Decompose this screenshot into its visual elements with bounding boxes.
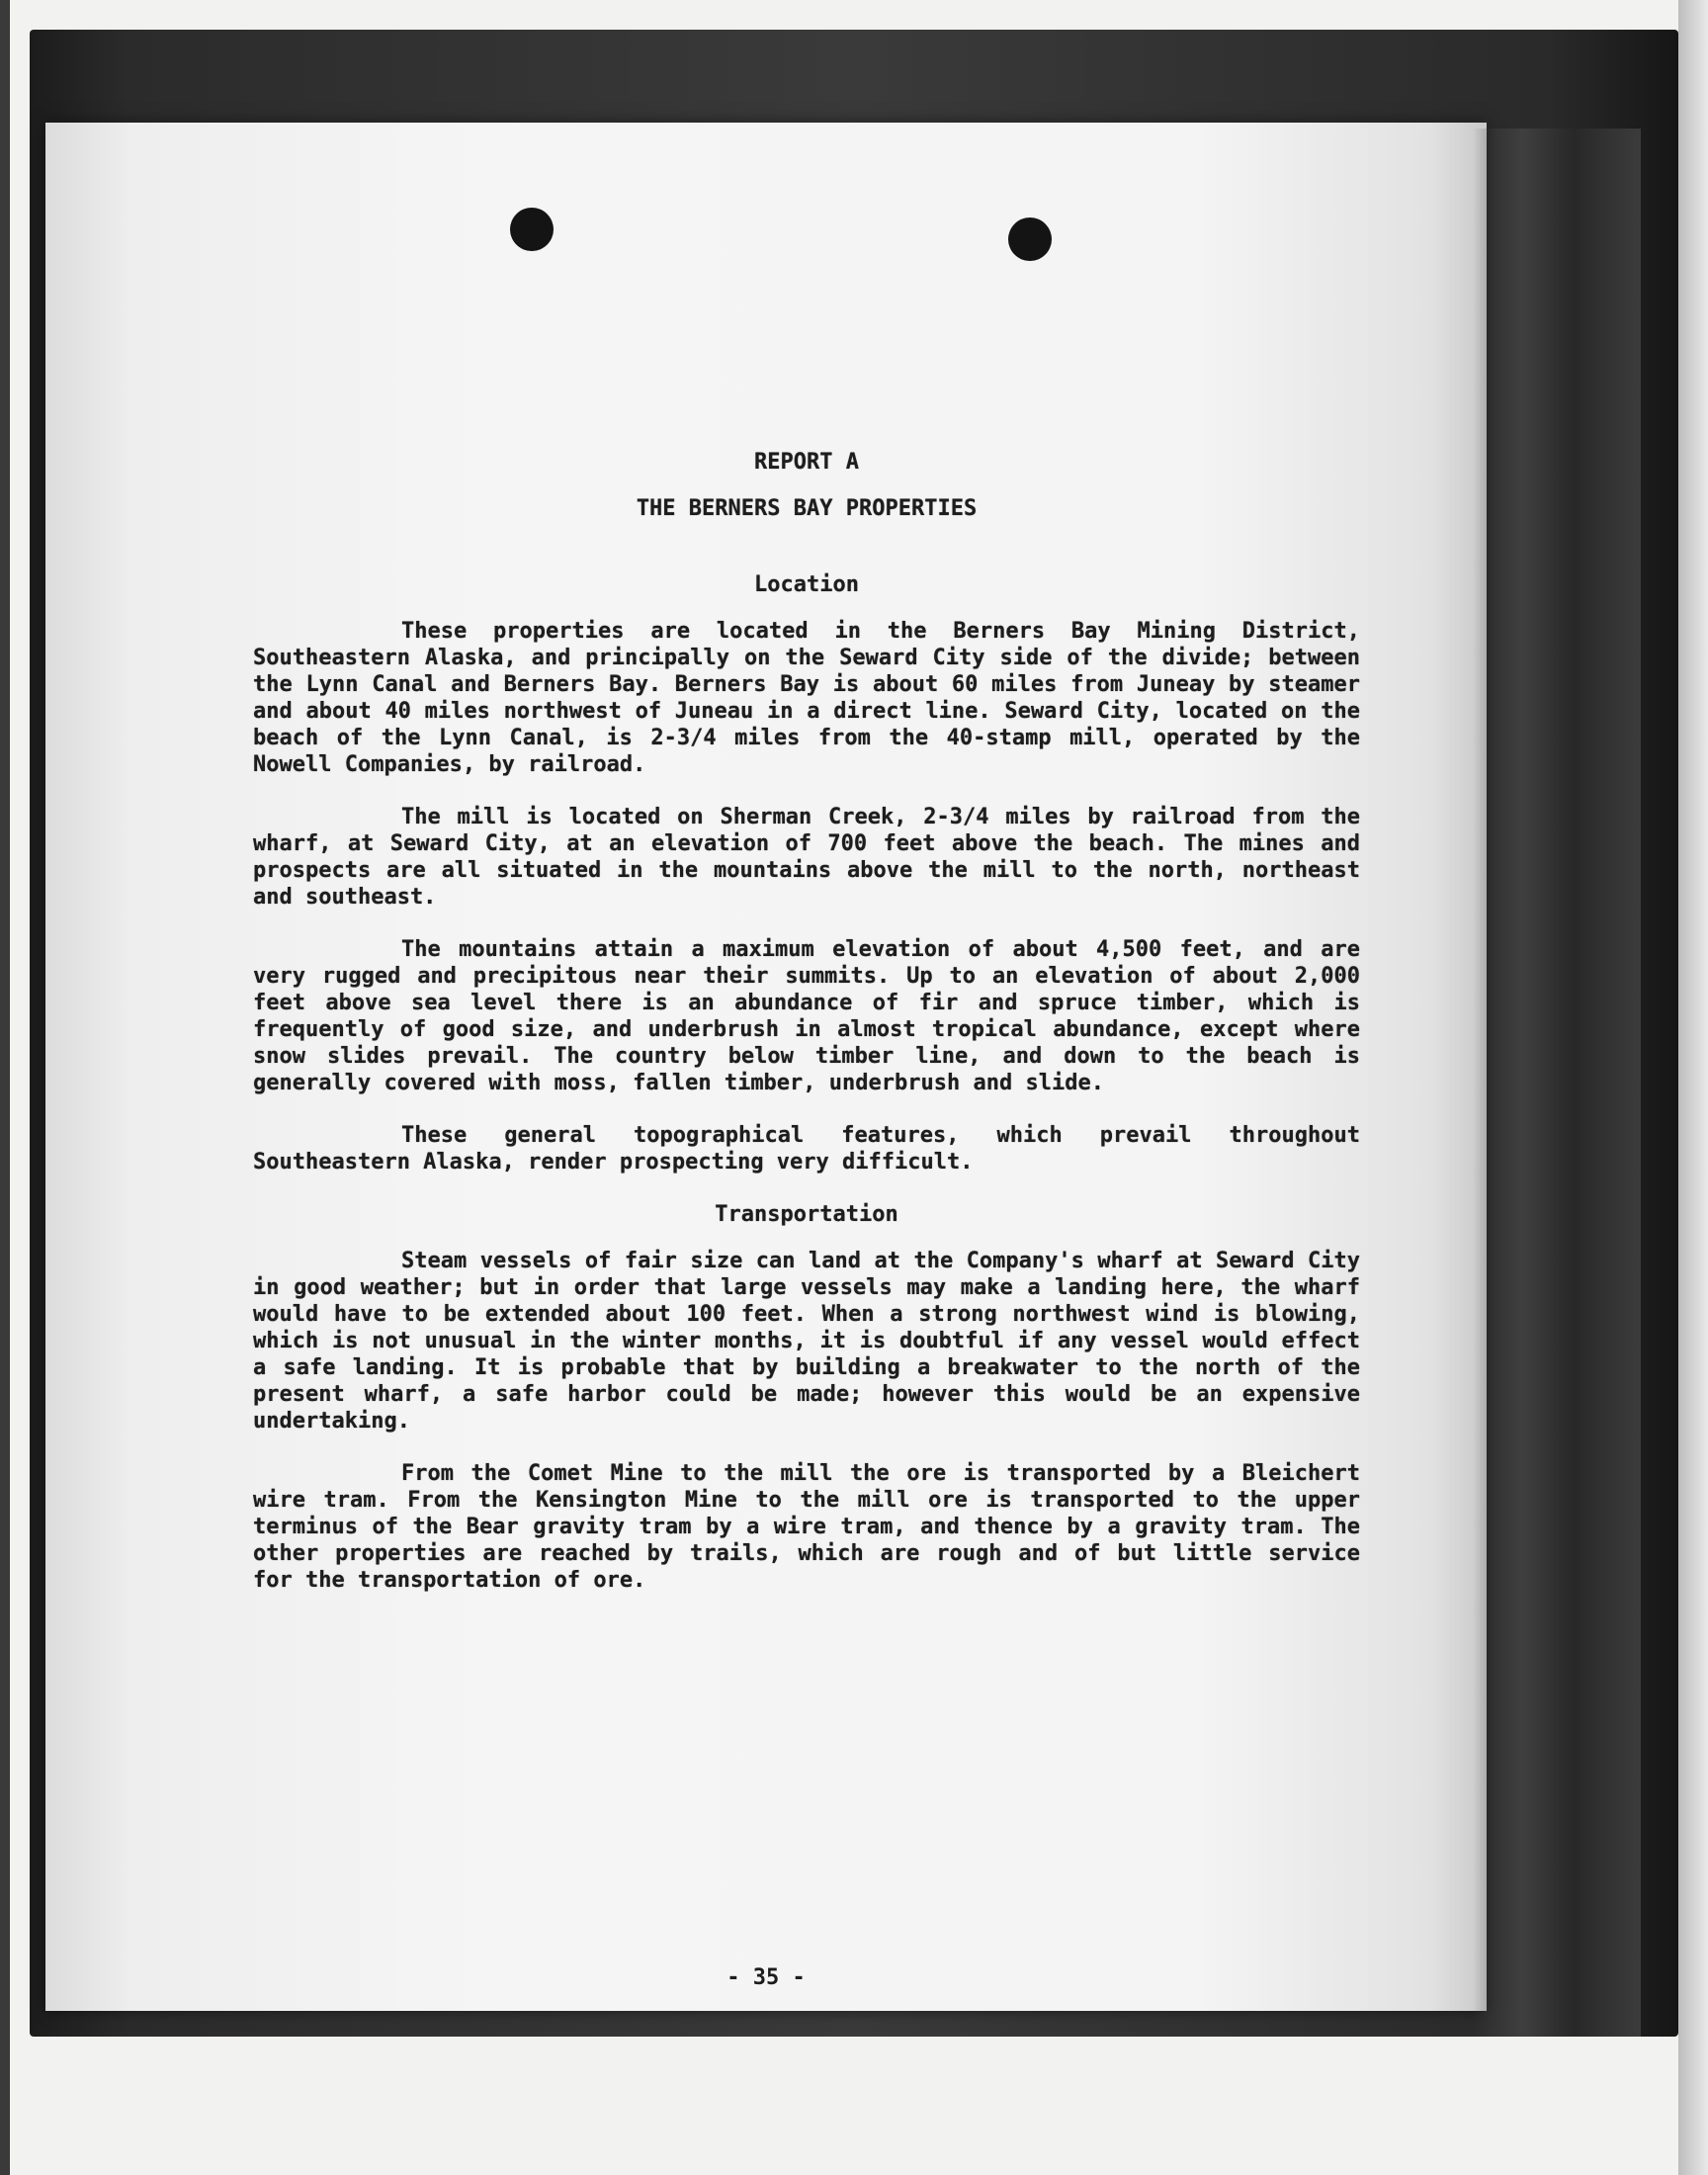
section-heading-location: Location <box>754 572 859 597</box>
location-paragraph-3: The mountains attain a maximum elevation of about 4,500 feet, and are very rugged and precipitous near their summits. Up to an elevation of about 2,000 feet above sea level there is an abundance of fir and spruce timber, which is frequently of good size, and underbrush in almost tropical abundance, except where snow slides prevail. The country below timber line, and down to the beach is generally covered with moss, fallen timber, underbrush and slide. <box>253 937 1360 1095</box>
film-edge-right <box>1678 0 1708 2175</box>
film-edge-left <box>0 0 10 2175</box>
document-page <box>45 123 1487 2011</box>
document-body <box>253 449 1360 1619</box>
report-title: THE BERNERS BAY PROPERTIES <box>636 496 978 521</box>
film-shadow-right <box>1473 129 1641 2037</box>
page-number: - 35 - <box>726 1965 806 1990</box>
punch-hole-right <box>1008 218 1052 261</box>
report-label: REPORT A <box>754 450 859 475</box>
location-paragraph-4: These general topographical features, which prevail throughout Southeastern Alaska, render prospecting very difficult. <box>253 1123 1360 1174</box>
punch-hole-left <box>510 208 554 251</box>
location-paragraph-2: The mill is located on Sherman Creek, 2-3/4 miles by railroad from the wharf, at Seward City, at an elevation of 700 feet above the beach. The mines and prospects are all situated in the mountains above the mill to the north, northeast and southeast. <box>253 805 1360 910</box>
transportation-paragraph-2: From the Comet Mine to the mill the ore is transported by a Bleichert wire tram. From the Kensington Mine to the mill ore is transported to the upper terminus of the Bear gravity tram by a wire tram, and thence by a gravity tram. The other properties are reached by trails, which are rough and of but little service for the transportation of ore. <box>253 1461 1360 1593</box>
location-paragraph-1: These properties are located in the Berners Bay Mining District, Southeastern Alaska, and principally on the Seward City side of the divide; between the Lynn Canal and Berners Bay. Berners Bay is about 60 miles from Juneay by steamer and about 40 miles northwest of Juneau in a direct line. Seward City, located on the beach of the Lynn Canal, is 2-3/4 miles from the 40-stamp mill, operated by the Nowell Companies, by railroad. <box>253 619 1360 777</box>
section-heading-transportation: Transportation <box>715 1202 898 1227</box>
transportation-paragraph-1: Steam vessels of fair size can land at the Company's wharf at Seward City in good weather; but in order that large vessels may make a landing here, the wharf would have to be extended about 100 feet. When a strong northwest wind is blowing, which is not unusual in the winter months, it is doubtful if any vessel would effect a safe landing. It is probable that by building a breakwater to the north of the present wharf, a safe harbor could be made; however this would be an expensive undertaking. <box>253 1249 1360 1434</box>
